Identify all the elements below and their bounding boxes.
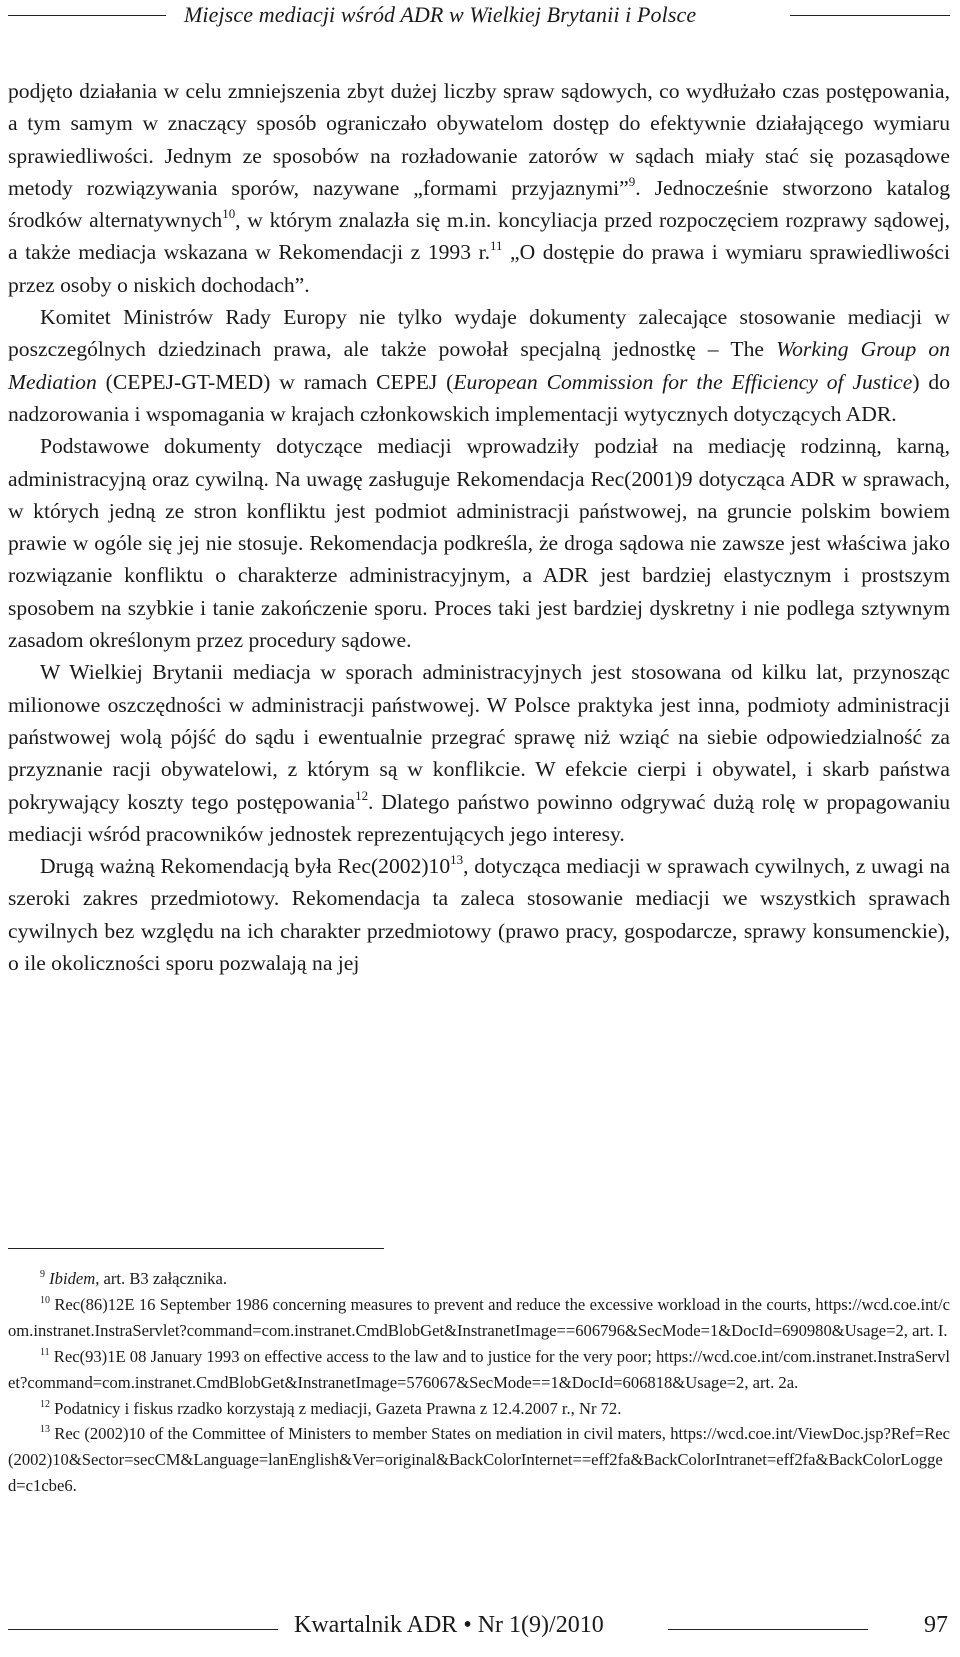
page-number: 97 (924, 1612, 948, 1638)
footnote-text: Rec (2002)10 of the Committee of Ministers to member States on mediation in civil maters, https://wcd.coe.int/ViewDoc.jsp?Ref=Rec(2002)10&Sector=secCM&Language=lanEnglish&Ver=original&BackColorInternet==eff2fa&BackColorIntranet=eff2fa&BackColorLogged=c1cbe6. (8, 1424, 950, 1496)
paragraph-1-text-d: „O dostępie do prawa i wymiaru sprawiedliwości przez osoby o niskich dochodach”. (8, 240, 950, 297)
footnote-number: 11 (40, 1346, 50, 1358)
paragraph-2-text-a: Komitet Ministrów Rady Europy nie tylko wydaje dokumenty zalecające stosowanie mediacji w poszczególnych dziedzinach prawa, ale także powołał specjalną jednostkę – The (8, 305, 950, 362)
footnote-text: Rec(93)1E 08 January 1993 on effective access to the law and to justice for the very poor; https://wcd.coe.int/com.instranet.InstraServlet?command=com.instranet.CmdBlobGet&InstranetImage=576067&SecMode==1&DocId=606818&Usage=2, art. 2a. (8, 1346, 950, 1392)
paragraph-2-italic-a: Working Group on Mediation (8, 337, 950, 394)
paragraph-5-text-b: , dotycząca mediacji w sprawach cywilnych, z uwagi na szeroki zakres przedmiotowy. Rekomendacja ta zaleca stosowanie mediacji we wszystkich sprawach cywilnych bez względu na ich charakter przedmiotowy (prawo pracy, gospodarcze, sprawy konsumenckie), o ile okoliczności sporu pozwalają na jej (8, 854, 950, 976)
footnote-ref-10: 10 (222, 206, 236, 222)
footnote-ref-12: 12 (355, 787, 369, 803)
paragraph-2 (8, 301, 950, 430)
running-header (0, 0, 960, 34)
paragraph-3-text: Podstawowe dokumenty dotyczące mediacji wprowadziły podział na mediację rodzinną, karną, administracyjną oraz cywilną. Na uwagę zasługuje Rekomendacja Rec(2001)9 dotycząca ADR w sprawach, w których jedną ze stron konfliktu jest podmiot administracji państwowej, na gruncie polskim bowiem prawie w ogóle się jej nie stosuje. Rekomendacja podkreśla, że droga sądowa nie zawsze jest właściwa jako rozwiązanie konfliktu o charakterze administracyjnym, a ADR jest bardziej elastycznym i prostszym sposobem na szybkie i tanie zakończenie sporu. Proces taki jest bardziej dyskretny i nie podlega sztywnym zasadom określonym przez procedury sądowe. (8, 434, 950, 653)
footnote-13 (8, 1421, 950, 1499)
paragraph-3 (8, 430, 950, 656)
footnote-ref-11: 11 (489, 238, 503, 254)
paragraph-1 (8, 75, 950, 301)
footnote-12 (8, 1396, 950, 1422)
running-header-title: Miejsce mediacji wśród ADR w Wielkiej Brytanii i Polsce (184, 2, 697, 27)
footnote-9 (8, 1266, 950, 1292)
footer-rule-left (8, 1629, 278, 1630)
footnote-11 (8, 1344, 950, 1396)
footnote-number: 10 (40, 1294, 50, 1306)
journal-name: Kwartalnik ADR • Nr 1(9)/2010 (294, 1612, 604, 1638)
footnote-text: Podatnicy i fiskus rzadko korzystają z mediacji, Gazeta Prawna z 12.4.2007 r., Nr 72. (54, 1398, 622, 1418)
paragraph-2-italic-b: European Commission for the Efficiency of Justice (453, 369, 913, 394)
footnote-10 (8, 1292, 950, 1344)
header-rule-right (790, 15, 950, 16)
footnote-number: 12 (40, 1398, 50, 1410)
body-text (8, 75, 950, 979)
footnotes (8, 1266, 950, 1499)
footnote-text: Rec(86)12E 16 September 1986 concerning measures to prevent and reduce the excessive workload in the courts, https://wcd.coe.int/com.instranet.InstraServlet?command=com.instranet.CmdBlobGet&InstranetImage==606796&SecMode=1&DocId=690980&Usage=2, art. I. (8, 1294, 950, 1340)
footnote-text: , art. B3 załącznika. (95, 1269, 227, 1288)
paragraph-1-text-b: . Jednocześnie stworzono katalog środków alternatywnych (8, 175, 950, 233)
page-footer (0, 1612, 960, 1656)
paragraph-4-text-b: . Dlatego państwo powinno odgrywać dużą rolę w propagowaniu mediacji wśród pracowników jednostek reprezentujących jego interesy. (8, 789, 951, 846)
footnote-ref-13: 13 (450, 852, 464, 868)
footnote-number: 9 (40, 1269, 45, 1281)
header-rule-left (8, 15, 166, 16)
paragraph-2-text-c: ) do nadzorowania i wspomagania w krajach członkowskich implementacji wytycznych dotyczących ADR. (8, 369, 950, 426)
paragraph-5 (8, 850, 950, 979)
footnote-number: 13 (40, 1424, 50, 1436)
paragraph-4 (8, 656, 950, 850)
paragraph-5-text-a: Drugą ważną Rekomendacją była Rec(2002)10 (40, 854, 451, 879)
paragraph-1-text-c: , w którym znalazła się m.in. koncyliacja przed rozpoczęciem rozprawy sądowej, a także mediacja wskazana w Rekomendacji z 1993 r. (8, 208, 950, 265)
footnote-ref-9: 9 (628, 173, 636, 189)
paragraph-1-text-a: podjęto działania w celu zmniejszenia zbyt dużej liczby spraw sądowych, co wydłużało czas postępowania, a tym samym w znaczący sposób ograniczało obywatelom dostęp do efektywnie działającego wymiaru sprawiedliwości. Jednym ze sposobów na rozładowanie zatorów w sądach miały stać się pozasądowe metody rozwiązywania sporów, nazywane „formami przyjaznymi” (8, 79, 950, 200)
paragraph-2-text-b: (CEPEJ-GT-MED) w ramach CEPEJ ( (96, 369, 454, 394)
footer-rule-right (668, 1629, 868, 1630)
paragraph-4-text-a: W Wielkiej Brytanii mediacja w sporach administracyjnych jest stosowana od kilku lat, przynosząc milionowe oszczędności w administracji państwowej. W Polsce praktyka jest inna, podmioty administracji państwowej wolą pójść do sądu i ewentualnie przegrać sprawę niż wziąć na siebie odpowiedzialność za przyznanie racji obywatelowi, z którym są w konflikcie. W efekcie cierpi i obywatel, i skarb państwa pokrywający koszty tego postępowania (8, 660, 950, 814)
footnote-italic: Ibidem (49, 1269, 96, 1288)
footnote-separator (8, 1248, 384, 1249)
